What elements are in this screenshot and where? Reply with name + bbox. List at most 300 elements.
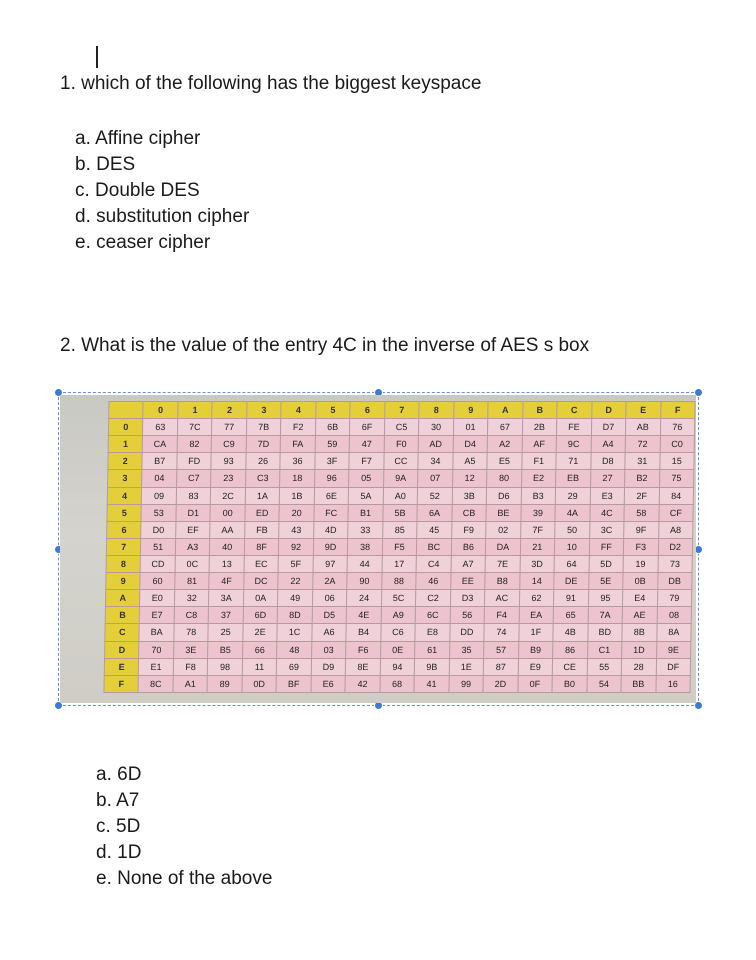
sbox-cell: 6E [314, 487, 349, 504]
sbox-cell: 9C [556, 436, 591, 453]
sbox-cell: E4 [622, 590, 657, 607]
sbox-cell: 2B [522, 419, 557, 436]
sbox-cell: 77 [212, 419, 247, 436]
sbox-cell: A6 [312, 624, 347, 641]
sbox-cell: 69 [277, 658, 312, 675]
sbox-cell: FC [314, 504, 349, 521]
sbox-cell: 8B [622, 624, 657, 641]
sbox-column-header: 6 [350, 402, 385, 419]
sbox-cell: EB [556, 470, 591, 487]
sbox-cell: 1C [277, 624, 312, 641]
sbox-cell: B4 [346, 624, 381, 641]
sbox-cell: 19 [623, 555, 658, 572]
sbox-cell: 06 [312, 590, 347, 607]
sbox-row-header: 2 [108, 453, 143, 470]
sbox-cell: DA [486, 538, 521, 555]
sbox-cell: BE [486, 504, 521, 521]
sbox-cell: 99 [449, 675, 484, 692]
sbox-cell: C4 [416, 555, 451, 572]
sbox-cell: 4C [590, 504, 625, 521]
sbox-row [107, 487, 693, 504]
sbox-row-header: 6 [107, 521, 142, 538]
sbox-cell: F1 [521, 453, 556, 470]
sbox-cell: 75 [659, 470, 694, 487]
sbox-cell: 35 [449, 641, 484, 658]
sbox-cell: 22 [278, 573, 313, 590]
sbox-column-header: F [660, 402, 695, 419]
sbox-cell: 1B [280, 487, 315, 504]
sbox-cell: B2 [625, 470, 660, 487]
sbox-cell: 51 [141, 538, 176, 555]
sbox-cell: C6 [381, 624, 416, 641]
sbox-cell: 63 [143, 419, 178, 436]
sbox-cell: D5 [312, 607, 347, 624]
sbox-cell: 8D [278, 607, 313, 624]
sbox-cell: AF [522, 436, 557, 453]
sbox-cell: EF [176, 521, 211, 538]
sbox-cell: AA [210, 521, 245, 538]
sbox-column-header: A [488, 402, 523, 419]
sbox-cell: 26 [246, 453, 281, 470]
sbox-cell: 45 [417, 521, 452, 538]
sbox-cell: DE [554, 573, 589, 590]
sbox-row-header: B [105, 607, 140, 624]
sbox-cell: F9 [451, 521, 486, 538]
question-1-options [75, 126, 249, 256]
sbox-cell: CE [552, 658, 587, 675]
sbox-cell: 72 [625, 436, 660, 453]
question-1-text: 1. which of the following has the biggest keyspace [60, 73, 482, 94]
sbox-cell: 5E [588, 573, 623, 590]
sbox-column-header: B [522, 402, 557, 419]
sbox-cell: 2C [211, 487, 246, 504]
sbox-cell: 38 [348, 538, 383, 555]
sbox-cell: 9B [414, 658, 449, 675]
sbox-cell: 34 [418, 453, 453, 470]
sbox-cell: E8 [415, 624, 450, 641]
sbox-cell: BB [621, 675, 656, 692]
sbox-cell: 85 [382, 521, 417, 538]
sbox-row [106, 555, 692, 572]
sbox-cell: 54 [587, 675, 622, 692]
sbox-cell: 47 [349, 436, 384, 453]
sbox-cell: 55 [587, 658, 622, 675]
sbox-cell: CF [658, 504, 693, 521]
sbox-cell: 00 [210, 504, 245, 521]
sbox-cell: 20 [279, 504, 314, 521]
sbox-cell: 3D [520, 555, 555, 572]
sbox-column-header: 1 [178, 402, 213, 419]
sbox-cell: 84 [659, 487, 694, 504]
sbox-row-header: A [105, 590, 140, 607]
sbox-row-header: 5 [107, 504, 142, 521]
sbox-cell: 0C [175, 555, 210, 572]
sbox-cell: A4 [591, 436, 626, 453]
sbox-row [105, 590, 691, 607]
sbox-cell: D9 [311, 658, 346, 675]
sbox-cell: B1 [348, 504, 383, 521]
sbox-cell: 9F [624, 521, 659, 538]
sbox-cell: 76 [660, 419, 695, 436]
sbox-cell: 0F [518, 675, 553, 692]
sbox-cell: 12 [452, 470, 487, 487]
sbox-cell: 79 [657, 590, 692, 607]
sbox-cell: C5 [384, 419, 419, 436]
sbox-cell: 37 [209, 607, 244, 624]
sbox-cell: 91 [554, 590, 589, 607]
sbox-cell: BA [139, 624, 174, 641]
sbox-cell: C9 [212, 436, 247, 453]
sbox-cell: 83 [176, 487, 211, 504]
sbox-cell: 81 [175, 573, 210, 590]
q1-option-c: c. Double DES [75, 180, 200, 201]
sbox-cell: 5C [381, 590, 416, 607]
sbox-cell: 23 [211, 470, 246, 487]
aes-sbox-table [103, 401, 695, 693]
sbox-cell: 07 [418, 470, 453, 487]
sbox-cell: 0D [242, 675, 277, 692]
sbox-cell: 49 [278, 590, 313, 607]
sbox-cell: 7A [588, 607, 623, 624]
sbox-cell: F4 [484, 607, 519, 624]
sbox-cell: AE [622, 607, 657, 624]
sbox-cell: 5F [278, 555, 313, 572]
sbox-cell: 58 [624, 504, 659, 521]
sbox-cell: D3 [450, 590, 485, 607]
sbox-column-header: C [557, 402, 592, 419]
sbox-column-header: 3 [247, 402, 282, 419]
sbox-cell: 21 [520, 538, 555, 555]
sbox-cell: 82 [177, 436, 212, 453]
sbox-cell: F0 [384, 436, 419, 453]
sbox-cell: 4F [209, 573, 244, 590]
sbox-cell: 1D [622, 641, 657, 658]
sbox-cell: 2A [313, 573, 348, 590]
q2-option-d: d. 1D [96, 842, 142, 863]
sbox-cell: CC [384, 453, 419, 470]
sbox-cell: D7 [591, 419, 626, 436]
sbox-cell: AC [485, 590, 520, 607]
sbox-cell: DF [656, 658, 691, 675]
sbox-cell: 61 [415, 641, 450, 658]
sbox-cell: 25 [208, 624, 243, 641]
sbox-cell: 7F [520, 521, 555, 538]
sbox-cell: 09 [142, 487, 177, 504]
sbox-cell: 18 [280, 470, 315, 487]
sbox-row-header: D [105, 641, 140, 658]
sbox-cell: 57 [484, 641, 519, 658]
sbox-column-header: 2 [212, 402, 247, 419]
sbox-cell: BF [276, 675, 311, 692]
sbox-cell: 95 [588, 590, 623, 607]
sbox-column-header: D [591, 402, 626, 419]
sbox-cell: 13 [209, 555, 244, 572]
text-cursor [96, 46, 98, 68]
q2-option-c: c. 5D [96, 816, 141, 837]
sbox-cell: 88 [382, 573, 417, 590]
q1-option-a: a. Affine cipher [75, 128, 201, 149]
sbox-cell: 33 [348, 521, 383, 538]
sbox-cell: 80 [487, 470, 522, 487]
sbox-cell: C8 [174, 607, 209, 624]
sbox-cell: 08 [657, 607, 692, 624]
sbox-cell: AD [418, 436, 453, 453]
sbox-column-header: 7 [384, 402, 419, 419]
sbox-row-header: F [104, 675, 139, 692]
q1-option-b: b. DES [75, 154, 136, 175]
sbox-cell: F8 [173, 658, 208, 675]
sbox-cell: 96 [314, 470, 349, 487]
sbox-cell: A5 [453, 453, 488, 470]
sbox-cell: AB [625, 419, 660, 436]
sbox-row-header: 4 [107, 487, 142, 504]
sbox-cell: 31 [625, 453, 660, 470]
sbox-cell: CB [452, 504, 487, 521]
sbox-cell: FB [245, 521, 280, 538]
sbox-cell: FE [557, 419, 592, 436]
sbox-cell: 5D [589, 555, 624, 572]
sbox-cell: 6D [243, 607, 278, 624]
sbox-cell: A7 [451, 555, 486, 572]
sbox-cell: B6 [451, 538, 486, 555]
sbox-cell: 44 [347, 555, 382, 572]
sbox-cell: 68 [380, 675, 415, 692]
sbox-cell: A1 [173, 675, 208, 692]
sbox-cell: E6 [311, 675, 346, 692]
sbox-cell: 3F [315, 453, 350, 470]
q2-option-a: a. 6D [96, 764, 142, 785]
sbox-cell: 66 [242, 641, 277, 658]
sbox-cell: DB [657, 573, 692, 590]
sbox-cell: B9 [518, 641, 553, 658]
sbox-cell: 1E [449, 658, 484, 675]
sbox-cell: 4A [555, 504, 590, 521]
sbox-cell: 39 [521, 504, 556, 521]
sbox-cell: C2 [416, 590, 451, 607]
sbox-row [108, 453, 694, 470]
sbox-cell: 48 [277, 641, 312, 658]
sbox-cell: D8 [590, 453, 625, 470]
sbox-cell: A2 [487, 436, 522, 453]
sbox-cell: 36 [280, 453, 315, 470]
sbox-row-header: 0 [108, 419, 143, 436]
sbox-column-header: 0 [143, 402, 178, 419]
sbox-cell: 04 [142, 470, 177, 487]
sbox-cell: EC [244, 555, 279, 572]
sbox-cell: 32 [174, 590, 209, 607]
sbox-row [104, 658, 690, 675]
sbox-cell: 70 [139, 641, 174, 658]
sbox-cell: 2D [483, 675, 518, 692]
sbox-cell: D2 [658, 538, 693, 555]
sbox-row-header: 3 [108, 470, 143, 487]
sbox-cell: 41 [414, 675, 449, 692]
sbox-cell: 46 [416, 573, 451, 590]
sbox-cell: 93 [211, 453, 246, 470]
sbox-cell: 10 [554, 538, 589, 555]
sbox-cell: C7 [176, 470, 211, 487]
sbox-cell: 0B [623, 573, 658, 590]
sbox-cell: 60 [140, 573, 175, 590]
sbox-cell: 90 [347, 573, 382, 590]
sbox-row-header: C [105, 624, 140, 641]
sbox-cell: 8A [656, 624, 691, 641]
sbox-cell: DC [244, 573, 279, 590]
sbox-cell: 4E [346, 607, 381, 624]
sbox-row-header: 1 [108, 436, 143, 453]
sbox-cell: B8 [485, 573, 520, 590]
sbox-cell: E5 [487, 453, 522, 470]
sbox-column-header: 8 [419, 402, 454, 419]
sbox-cell: 01 [453, 419, 488, 436]
sbox-column-header: 4 [281, 402, 316, 419]
sbox-row-header: 8 [106, 555, 141, 572]
sbox-cell: 2F [624, 487, 659, 504]
sbox-row [107, 521, 693, 538]
sbox-cell: 11 [242, 658, 277, 675]
sbox-cell: 3B [452, 487, 487, 504]
sbox-cell: 6A [417, 504, 452, 521]
sbox-cell: 65 [553, 607, 588, 624]
sbox-cell: 9E [656, 641, 691, 658]
sbox-cell: E3 [590, 487, 625, 504]
sbox-cell: 9D [313, 538, 348, 555]
sbox-cell: 03 [311, 641, 346, 658]
sbox-cell: D4 [453, 436, 488, 453]
question-2-options [96, 762, 272, 892]
sbox-cell: 56 [450, 607, 485, 624]
sbox-header-row [109, 402, 695, 419]
sbox-cell: 16 [655, 675, 690, 692]
sbox-cell: A9 [381, 607, 416, 624]
sbox-cell: 86 [553, 641, 588, 658]
sbox-row [105, 624, 691, 641]
sbox-cell: 43 [279, 521, 314, 538]
sbox-cell: C0 [660, 436, 695, 453]
sbox-cell: 52 [417, 487, 452, 504]
sbox-cell: E9 [518, 658, 553, 675]
sbox-cell: B3 [521, 487, 556, 504]
sbox-cell: F6 [346, 641, 381, 658]
sbox-row [108, 470, 694, 487]
q2-option-e: e. None of the above [96, 868, 273, 889]
sbox-cell: 4B [553, 624, 588, 641]
sbox-cell: 17 [382, 555, 417, 572]
sbox-cell: 5B [383, 504, 418, 521]
sbox-cell: 7B [246, 419, 281, 436]
sbox-cell: 87 [483, 658, 518, 675]
sbox-cell: 74 [484, 624, 519, 641]
sbox-cell: B5 [208, 641, 243, 658]
sbox-cell: 3E [173, 641, 208, 658]
sbox-row [105, 607, 691, 624]
sbox-cell: ED [245, 504, 280, 521]
sbox-cell: CA [143, 436, 178, 453]
sbox-cell: D0 [141, 521, 176, 538]
sbox-cell: D1 [176, 504, 211, 521]
sbox-cell: FF [589, 538, 624, 555]
sbox-row [108, 419, 694, 436]
sbox-cell: 6B [315, 419, 350, 436]
sbox-cell: F2 [281, 419, 316, 436]
sbox-cell: 14 [519, 573, 554, 590]
sbox-row [104, 675, 690, 692]
sbox-cell: 29 [555, 487, 590, 504]
sbox-cell: 92 [279, 538, 314, 555]
sbox-cell: EA [519, 607, 554, 624]
sbox-cell: DD [450, 624, 485, 641]
sbox-cell: A3 [175, 538, 210, 555]
sbox-cell: CD [141, 555, 176, 572]
sbox-cell: A8 [658, 521, 693, 538]
sbox-cell: 05 [349, 470, 384, 487]
sbox-column-header: 5 [316, 402, 351, 419]
sbox-cell: 8F [244, 538, 279, 555]
sbox-cell: E2 [521, 470, 556, 487]
sbox-cell: 9A [383, 470, 418, 487]
sbox-cell: 24 [347, 590, 382, 607]
sbox-cell: 5A [349, 487, 384, 504]
sbox-cell: 94 [380, 658, 415, 675]
sbox-cell: 2E [243, 624, 278, 641]
sbox-row [106, 573, 692, 590]
sbox-cell: 30 [419, 419, 454, 436]
sbox-cell: E0 [140, 590, 175, 607]
q2-option-b: b. A7 [96, 790, 140, 811]
sbox-cell: EE [450, 573, 485, 590]
sbox-cell: 1F [518, 624, 553, 641]
sbox-cell: 40 [210, 538, 245, 555]
sbox-row-header: E [104, 658, 139, 675]
sbox-row [105, 641, 691, 658]
sbox-cell: 6C [415, 607, 450, 624]
sbox-cell: 02 [486, 521, 521, 538]
sbox-cell: 73 [658, 555, 693, 572]
sbox-cell: 59 [315, 436, 350, 453]
sbox-row-header: 7 [106, 538, 141, 555]
sbox-cell: 0E [380, 641, 415, 658]
sbox-cell: 71 [556, 453, 591, 470]
sbox-cell: 98 [208, 658, 243, 675]
sbox-cell: 6F [350, 419, 385, 436]
sbox-row [107, 504, 693, 521]
sbox-cell: FA [280, 436, 315, 453]
sbox-row-header: 9 [106, 573, 141, 590]
sbox-cell: F7 [349, 453, 384, 470]
sbox-cell: F5 [382, 538, 417, 555]
sbox-cell: 64 [554, 555, 589, 572]
sbox-photo [60, 395, 696, 703]
sbox-cell: 42 [345, 675, 380, 692]
sbox-column-header: E [626, 402, 661, 419]
question-2-text: 2. What is the value of the entry 4C in the inverse of AES s box [60, 335, 590, 356]
sbox-column-header: 9 [453, 402, 488, 419]
sbox-cell: C3 [245, 470, 280, 487]
sbox-cell: B0 [552, 675, 587, 692]
sbox-cell: FD [177, 453, 212, 470]
sbox-cell: 8C [138, 675, 173, 692]
sbox-corner-cell [109, 402, 144, 419]
sbox-cell: 78 [174, 624, 209, 641]
sbox-cell: 7E [485, 555, 520, 572]
sbox-cell: 0A [243, 590, 278, 607]
sbox-cell: 3A [209, 590, 244, 607]
sbox-cell: E7 [140, 607, 175, 624]
sbox-cell: BD [587, 624, 622, 641]
sbox-cell: B7 [142, 453, 177, 470]
sbox-cell: 27 [590, 470, 625, 487]
sbox-cell: 7C [177, 419, 212, 436]
